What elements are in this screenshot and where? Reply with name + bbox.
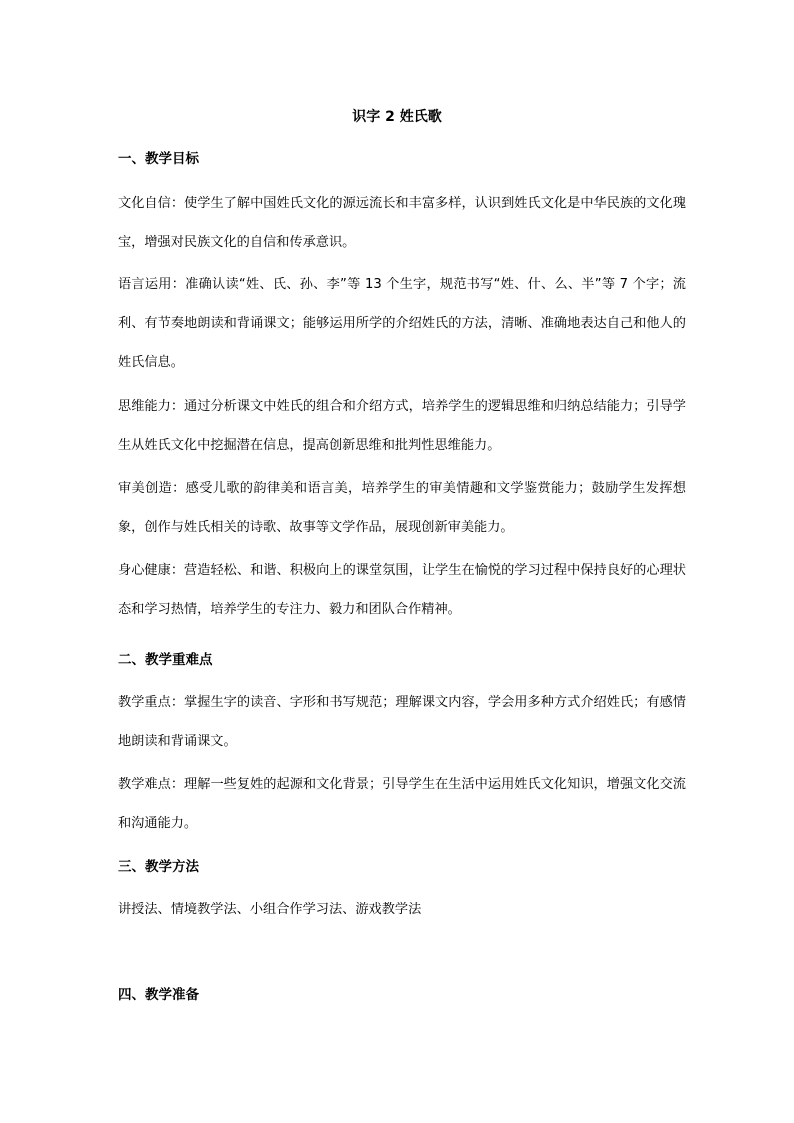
paragraph-aesthetic-creation: 审美创造：感受儿歌的韵律美和语言美，培养学生的审美情趣和文学鉴赏能力；鼓励学生发挥想象，创作与姓氏相关的诗歌、故事等文学作品，展现创新审美能力。 [118, 481, 686, 535]
document-title: 识字 2 姓氏歌 [352, 109, 442, 125]
section-heading-objectives: 一、教学目标 [118, 151, 199, 167]
section-heading-methods: 三、教学方法 [118, 859, 199, 875]
paragraph-physical-mental-health: 身心健康：营造轻松、和谐、积极向上的课堂氛围，让学生在愉悦的学习过程中保持良好的心理状态和学习热情，培养学生的专注力、毅力和团队合作精神。 [118, 563, 686, 617]
paragraph-teaching-focus: 教学重点：掌握生字的读音、字形和书写规范；理解课文内容，学会用多种方式介绍姓氏；有感情地朗读和背诵课文。 [118, 695, 686, 749]
paragraph-cultural-confidence: 文化自信：使学生了解中国姓氏文化的源远流长和丰富多样，认识到姓氏文化是中华民族的文化瑰宝，增强对民族文化的自信和传承意识。 [118, 196, 686, 250]
paragraph-teaching-difficulty: 教学难点：理解一些复姓的起源和文化背景；引导学生在生活中运用姓氏文化知识，增强文化交流和沟通能力。 [118, 777, 686, 831]
section-heading-key-points: 二、教学重难点 [118, 652, 213, 668]
paragraph-thinking-ability: 思维能力：通过分析课文中姓氏的组合和介绍方式，培养学生的逻辑思维和归纳总结能力；引导学生从姓氏文化中挖掘潜在信息，提高创新思维和批判性思维能力。 [118, 399, 686, 453]
section-heading-preparation: 四、教学准备 [118, 987, 199, 1003]
paragraph-language-use: 语言运用：准确认读“姓、氏、孙、李”等 13 个生字，规范书写“姓、什、么、半”等 7 个字；流利、有节奏地朗读和背诵课文；能够运用所学的介绍姓氏的方法，清晰、准确地表达自己和他人的姓氏信息。 [118, 277, 686, 370]
paragraph-methods-list: 讲授法、情境教学法、小组合作学习法、游戏教学法 [118, 902, 422, 917]
